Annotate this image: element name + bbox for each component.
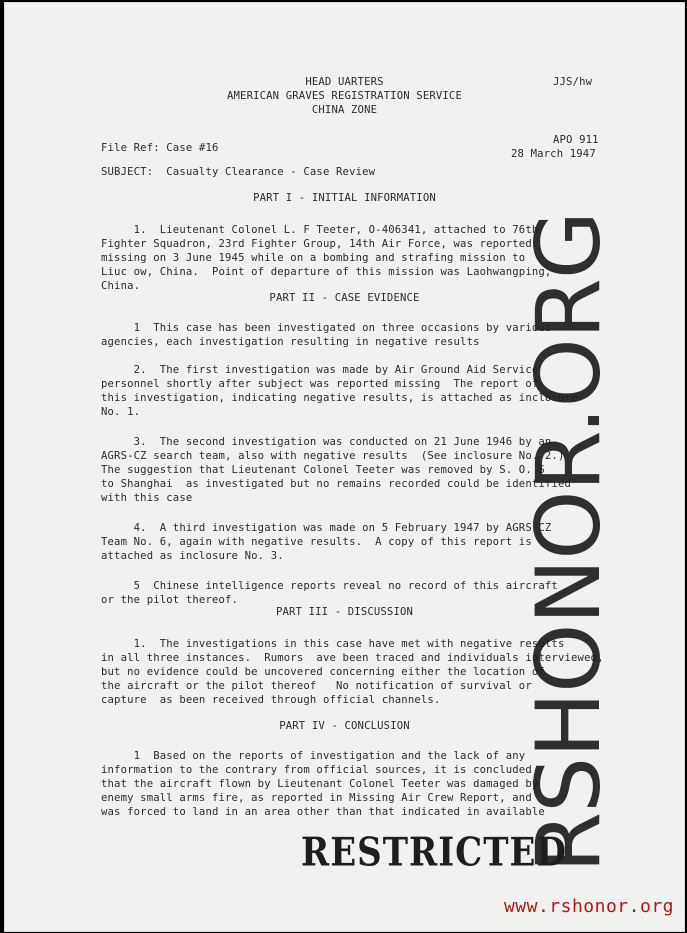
para-4-line: information to the contrary from official sources, it is concluded: [101, 764, 532, 776]
apo: APO 911: [553, 134, 599, 146]
header-line-1: HEAD UARTERS: [305, 76, 384, 88]
para-1-line: missing on 3 June 1945 while on a bombing and strafing mission to: [101, 252, 526, 264]
para-2-line: Team No. 6, again with negative results. A copy of this report is: [101, 536, 532, 548]
part-3-heading: PART III - DISCUSSION: [275, 606, 414, 618]
para-4-line: 1 Based on the reports of investigation and the lack of any: [101, 750, 526, 762]
para-2-line: 1 This case has been investigated on three occasions by various: [101, 322, 552, 334]
para-2-line: 4. A third investigation was made on 5 February 1947 by AGRS-CZ: [101, 522, 552, 534]
para-2-line: The suggestion that Lieutenant Colonel Teeter was removed by S. O. S: [101, 464, 545, 476]
para-3-line: capture as been received through official channels.: [101, 694, 441, 706]
watermark-url[interactable]: www.rshonor.org: [503, 896, 674, 917]
para-2-line: to Shanghai as investigated but no remains recorded could be identified: [101, 478, 572, 490]
para-2-line: AGRS-CZ search team, also with negative results (See inclosure No. 2.): [101, 450, 565, 462]
part-2-heading: PART II - CASE EVIDENCE: [269, 292, 420, 304]
para-1-line: China.: [101, 280, 141, 292]
para-4-line: that the aircraft flown by Lieutenant Colonel Teeter was damaged by: [101, 778, 539, 790]
para-3-line: in all three instances. Rumors ave been traced and individuals interviewed,: [101, 652, 604, 664]
part-4-heading: PART IV - CONCLUSION: [279, 720, 410, 732]
document-page: [4, 2, 685, 932]
para-2-line: 2. The first investigation was made by Air Ground Aid Service: [101, 364, 539, 376]
header-line-3: CHINA ZONE: [311, 104, 378, 116]
header-line-2: AMERICAN GRAVES REGISTRATION SERVICE: [226, 90, 462, 102]
para-2-line: with this case: [101, 492, 193, 504]
para-2-line: or the pilot thereof.: [101, 594, 239, 606]
para-2-line: this investigation, indicating negative results, is attached as inclosure: [101, 392, 578, 404]
para-3-line: but no evidence could be uncovered concerning either the location of: [101, 666, 545, 678]
para-2-line: 3. The second investigation was conducted on 21 June 1946 by an: [101, 436, 552, 448]
para-3-line: 1. The investigations in this case have met with negative results: [101, 638, 565, 650]
restricted-stamp: RESTRICTED: [301, 830, 567, 876]
para-1-line: Fighter Squadron, 23rd Fighter Group, 14th Air Force, was reported: [101, 238, 532, 250]
para-1-line: Liuc ow, China. Point of departure of this mission was Laohwangping,: [101, 266, 552, 278]
date: 28 March 1947: [511, 148, 596, 160]
part-1-heading: PART I - INITIAL INFORMATION: [253, 192, 436, 204]
file-ref: File Ref: Case #16: [101, 142, 219, 154]
para-1-line: 1. Lieutenant Colonel L. F Teeter, O-406341, attached to 76th: [101, 224, 539, 236]
para-2-line: personnel shortly after subject was reported missing The report of: [101, 378, 539, 390]
initials: JJS/hw: [553, 76, 593, 88]
para-2-line: attached as inclosure No. 3.: [101, 550, 284, 562]
watermark-vertical: RSHONOR.ORG: [517, 211, 620, 873]
subject: SUBJECT: Casualty Clearance - Case Review: [101, 166, 376, 178]
para-4-line: was forced to land in an area other than that indicated in available: [101, 806, 545, 818]
para-2-line: 5 Chinese intelligence reports reveal no record of this aircraft: [101, 580, 558, 592]
para-4-line: enemy small arms fire, as reported in Missing Air Crew Report, and: [101, 792, 532, 804]
para-2-line: agencies, each investigation resulting in negative results: [101, 336, 480, 348]
para-3-line: the aircraft or the pilot thereof No notification of survival or: [101, 680, 532, 692]
para-2-line: No. 1.: [101, 406, 141, 418]
